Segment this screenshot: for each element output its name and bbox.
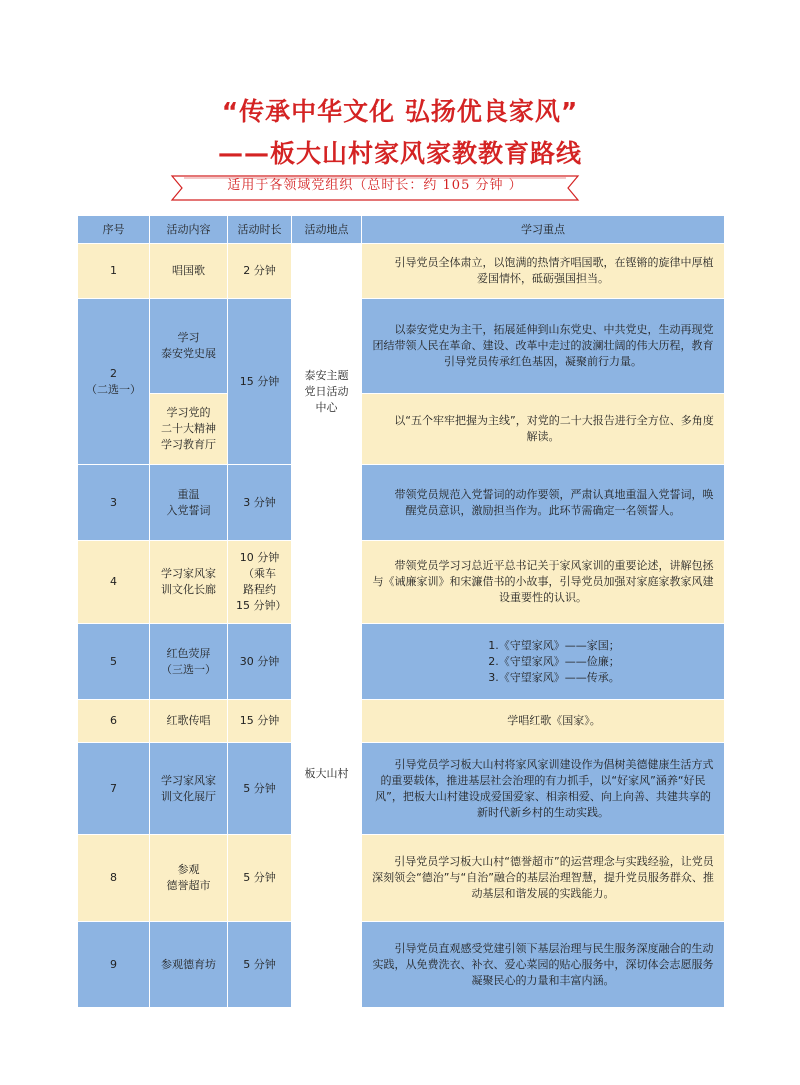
usage-note: 适用于各领域党组织（总时长：约 105 分钟 ） xyxy=(227,178,523,193)
row-duration: 5 分钟 xyxy=(228,743,292,835)
location-cell xyxy=(292,541,362,1008)
header-focus: 学习重点 xyxy=(362,216,725,244)
route-table xyxy=(77,215,725,1008)
row-duration: 5 分钟 xyxy=(228,922,292,1008)
table-header-row xyxy=(78,216,725,244)
list-item: 2.《守望家风》——俭廉； xyxy=(488,654,620,668)
row-focus: 引导党员学习板大山村“德誉超市”的运营理念与实践经验，让党员深刻领会“德治”与“自治”融合的基层治理智慧，提升党员服务群众、推动基层和谐发展的实践能力。 xyxy=(362,835,725,922)
row-no: 2 （二选一） xyxy=(78,299,150,465)
row-no: 5 xyxy=(78,624,150,700)
location-cell xyxy=(292,244,362,541)
row-no: 7 xyxy=(78,743,150,835)
page-title: “传承中华文化 弘扬优良家风” xyxy=(221,97,579,126)
row-no: 1 xyxy=(78,244,150,299)
row-content: 红歌传唱 xyxy=(150,700,228,743)
location-banda-mountain: 板大山村 xyxy=(304,767,349,780)
header-content: 活动内容 xyxy=(150,216,228,244)
row-no: 6 xyxy=(78,700,150,743)
row-no: 8 xyxy=(78,835,150,922)
table-row xyxy=(78,394,725,465)
header-location: 活动地点 xyxy=(292,216,362,244)
ribbon-banner xyxy=(170,174,580,202)
page-subtitle: ——板大山村家风家教教育路线 xyxy=(217,139,582,168)
list-item: 1.《守望家风》——家国； xyxy=(488,638,620,652)
table-row xyxy=(78,465,725,541)
table-row xyxy=(78,835,725,922)
film-list xyxy=(370,638,716,686)
row-content: 学习党的 二十大精神 学习教育厅 xyxy=(150,394,228,465)
row-content: 学习家风家 训文化展厅 xyxy=(150,743,228,835)
location-tai-an: 泰安主题 党日活动 中心 xyxy=(304,369,349,414)
row-focus: 以泰安党史为主干，拓展延伸到山东党史、中共党史，生动再现党团结带领人民在革命、建设、改革中走过的波澜壮阔的伟大历程，教育引导党员传承红色基因，凝聚前行力量。 xyxy=(362,299,725,394)
table-row xyxy=(78,743,725,835)
row-duration: 30 分钟 xyxy=(228,624,292,700)
row-focus: 以“五个牢牢把握为主线”，对党的二十大报告进行全方位、多角度解读。 xyxy=(362,394,725,465)
row-duration: 5 分钟 xyxy=(228,835,292,922)
row-focus: 引导党员全体肃立，以饱满的热情齐唱国歌，在铿锵的旋律中厚植爱国情怀，砥砺强国担当。 xyxy=(362,244,725,299)
list-item: 3.《守望家风》——传承。 xyxy=(488,670,620,684)
row-content: 红色荧屏 （三选一） xyxy=(150,624,228,700)
row-content: 参观德育坊 xyxy=(150,922,228,1008)
row-focus: 带领党员规范入党誓词的动作要领，严肃认真地重温入党誓词，唤醒党员意识，激励担当作为。此环节需确定一名领誓人。 xyxy=(362,465,725,541)
table-row xyxy=(78,541,725,624)
table-row xyxy=(78,700,725,743)
row-content: 唱国歌 xyxy=(150,244,228,299)
table-row xyxy=(78,922,725,1008)
row-no: 9 xyxy=(78,922,150,1008)
header-duration: 活动时长 xyxy=(228,216,292,244)
row-no: 4 xyxy=(78,541,150,624)
row-content: 学习家风家 训文化长廊 xyxy=(150,541,228,624)
row-duration: 10 分钟 （乘车 路程约 15 分钟） xyxy=(228,541,292,624)
row-focus: 引导党员学习板大山村将家风家训建设作为倡树美德健康生活方式的重要载体，推进基层社会治理的有力抓手，以“好家风”涵养“好民风”，把板大山村建设成爱国爱家、相亲相爱、向上向善、共建共享的新时代新乡村的生动实践。 xyxy=(362,743,725,835)
table-row xyxy=(78,299,725,394)
table-row xyxy=(78,244,725,299)
row-content: 重温 入党誓词 xyxy=(150,465,228,541)
header-no: 序号 xyxy=(78,216,150,244)
table-row xyxy=(78,624,725,700)
row-content: 学习 泰安党史展 xyxy=(150,299,228,394)
row-content: 参观 德誉超市 xyxy=(150,835,228,922)
row-no: 3 xyxy=(78,465,150,541)
row-duration: 15 分钟 xyxy=(228,299,292,465)
row-duration: 15 分钟 xyxy=(228,700,292,743)
row-focus: 引导党员直观感受党建引领下基层治理与民生服务深度融合的生动实践，从免费洗衣、补衣、爱心菜园的贴心服务中，深切体会志愿服务凝聚民心的力量和丰富内涵。 xyxy=(362,922,725,1008)
row-duration: 3 分钟 xyxy=(228,465,292,541)
row-duration: 2 分钟 xyxy=(228,244,292,299)
row-focus xyxy=(362,624,725,700)
row-focus: 学唱红歌《国家》。 xyxy=(362,700,725,743)
row-focus: 带领党员学习习总近平总书记关于家风家训的重要论述，讲解包拯与《诫廉家训》和宋濂借书的小故事，引导党员加强对家庭家教家风建设重要性的认识。 xyxy=(362,541,725,624)
